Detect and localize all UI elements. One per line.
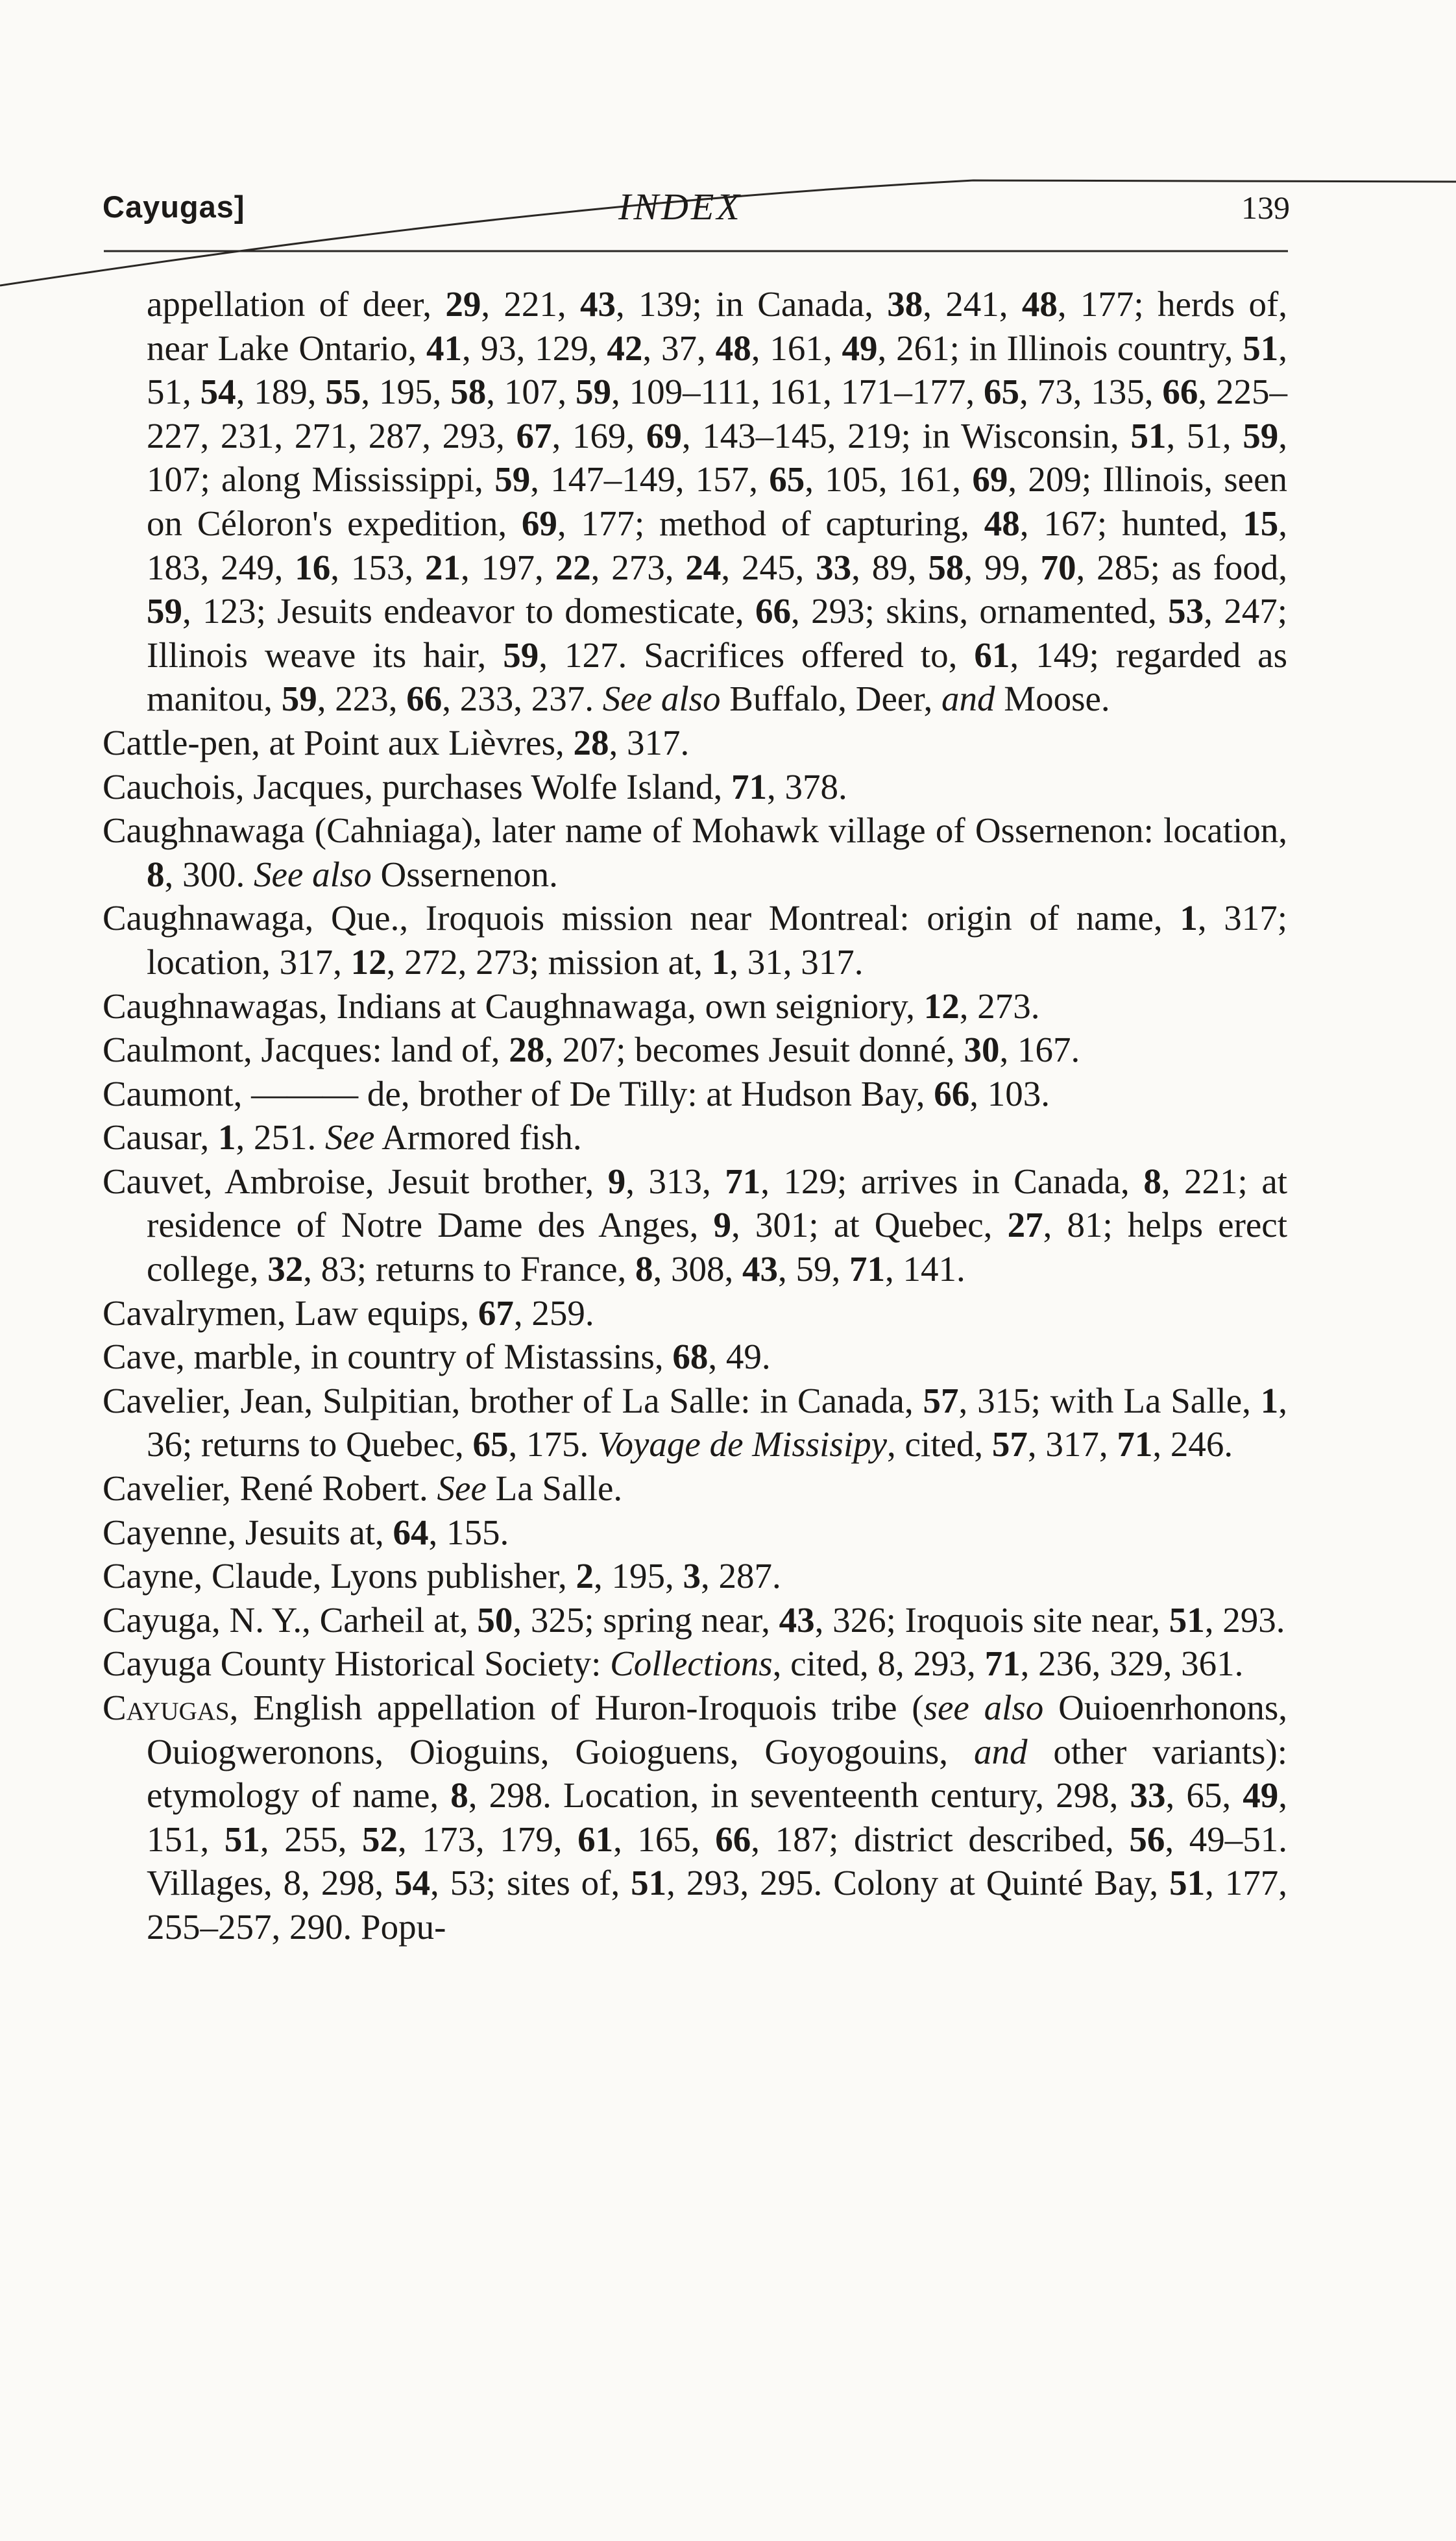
volume-number: 64 — [393, 1512, 429, 1552]
index-entry — [103, 1335, 1287, 1379]
volume-number: 68 — [672, 1337, 709, 1377]
entry-text: , 247; Illinois weave its hair, — [147, 591, 1287, 675]
volume-number: 8 — [635, 1249, 653, 1289]
entry-text: , 73, 135, — [1019, 372, 1163, 412]
entry-text: Cayenne, Jesuits at, — [103, 1512, 393, 1552]
entry-text: , 298. Location, in seventeenth century, 298, — [468, 1775, 1130, 1816]
volume-number: 9 — [607, 1161, 626, 1201]
volume-number: 3 — [683, 1556, 701, 1596]
entry-text: , 209; Illinois, seen on Céloron's expedition, — [147, 459, 1288, 543]
volume-number: 54 — [200, 372, 236, 412]
entry-text: , 51, — [147, 328, 1288, 412]
volume-number: 43 — [579, 284, 616, 324]
entry-text: Buffalo, Deer, — [720, 679, 941, 719]
volume-number: 51 — [1243, 328, 1279, 368]
volume-number: 43 — [742, 1249, 778, 1289]
entry-text: , 261; in Illinois country, — [877, 328, 1243, 368]
entry-text: , 37, — [642, 328, 716, 368]
volume-number: 50 — [477, 1599, 513, 1640]
entry-text: Cayuga, N. Y., Carheil at, — [103, 1599, 478, 1640]
entry-text: , 149; regarded as manitou, — [147, 635, 1287, 719]
entry-text: , 317. — [609, 722, 690, 762]
index-entry — [103, 1028, 1287, 1072]
entry-text: , 300. — [164, 854, 254, 894]
entry-text: Cattle-pen, at Point aux Lièvres, — [103, 722, 574, 762]
entry-text: , 245, — [721, 547, 816, 587]
entry-text: , 83; returns to France, — [303, 1249, 635, 1289]
page-header — [103, 185, 1290, 237]
italic-text: See also — [602, 679, 721, 719]
volume-number: 1 — [1260, 1380, 1279, 1420]
volume-number: 8 — [147, 854, 165, 894]
entry-text: , 177; herds of, near Lake Ontario, — [147, 284, 1288, 368]
volume-number: 21 — [424, 547, 461, 587]
entry-text: , 169, — [552, 415, 646, 456]
volume-number: 24 — [685, 547, 722, 587]
entry-text: Cayuga County Historical Society: — [103, 1644, 611, 1684]
entry-text: , 99, — [964, 547, 1041, 587]
volume-number: 58 — [928, 547, 964, 587]
entry-text: , 81; helps erect college, — [147, 1205, 1288, 1289]
volume-number: 1 — [711, 942, 730, 982]
volume-number: 54 — [394, 1863, 431, 1903]
index-entry — [103, 808, 1287, 896]
volume-number: 33 — [816, 547, 852, 587]
entry-text: Ossernenon. — [371, 854, 558, 894]
volume-number: 67 — [478, 1293, 514, 1333]
entry-text: , 241, — [923, 284, 1022, 324]
volume-number: 38 — [887, 284, 923, 324]
volume-number: 69 — [521, 503, 557, 543]
entry-text: , 285; as food, — [1076, 547, 1288, 587]
volume-number: 59 — [494, 459, 531, 500]
volume-number: 52 — [362, 1819, 398, 1859]
entry-text: , 293. — [1204, 1599, 1285, 1640]
entry-text: , 49–51. Villages, 8, 298, — [147, 1819, 1287, 1903]
entry-text: , English appellation of Huron-Iroquois tribe ( — [229, 1688, 924, 1727]
entry-text: , 59, — [777, 1249, 849, 1289]
entry-text: , 207; becomes Jesuit donné, — [544, 1030, 964, 1070]
volume-number: 59 — [1243, 415, 1279, 456]
entry-text: , 175. — [508, 1424, 598, 1465]
entry-text: , 301; at Quebec, — [731, 1205, 1008, 1245]
volume-number: 28 — [573, 722, 609, 762]
volume-number: 57 — [991, 1424, 1028, 1465]
volume-number: 58 — [450, 372, 487, 412]
entry-text: , 165, — [613, 1819, 716, 1859]
volume-number: 51 — [1130, 415, 1167, 456]
small-caps-heading: Cayugas — [103, 1688, 230, 1727]
entry-text: , 195, — [361, 372, 451, 412]
entry-text: , 317; location, 317, — [147, 898, 1288, 982]
volume-number: 65 — [472, 1424, 509, 1465]
entry-text: Caughnawaga, Que., Iroquois mission near Montreal: origin of name, — [103, 898, 1180, 938]
entry-text: Cave, marble, in country of Mistassins, — [103, 1337, 673, 1377]
entry-text: Caulmont, Jacques: land of, — [103, 1030, 509, 1070]
volume-number: 70 — [1040, 547, 1076, 587]
entry-text: , 255, — [260, 1819, 363, 1859]
volume-number: 65 — [769, 459, 805, 500]
volume-number: 9 — [713, 1205, 732, 1245]
italic-text: and — [941, 679, 995, 719]
entry-text: , 153, — [330, 547, 425, 587]
volume-number: 71 — [849, 1249, 885, 1289]
entry-text: , 378. — [767, 766, 847, 807]
volume-number: 1 — [218, 1117, 236, 1158]
index-entry — [103, 721, 1287, 765]
entry-text: , 139; in Canada, — [615, 284, 888, 324]
entry-text: Cauvet, Ambroise, Jesuit brother, — [103, 1161, 608, 1201]
volume-number: 51 — [631, 1863, 667, 1903]
entry-text: , 273, — [590, 547, 686, 587]
volume-number: 71 — [1117, 1424, 1153, 1465]
volume-number: 49 — [1243, 1775, 1279, 1816]
entry-text: , 287. — [701, 1556, 781, 1596]
entry-text: , 167. — [999, 1030, 1080, 1070]
volume-number: 16 — [295, 547, 331, 587]
entry-text: , cited, 8, 293, — [772, 1644, 985, 1684]
volume-number: 66 — [934, 1073, 970, 1113]
entry-text: , 31, 317. — [729, 942, 864, 982]
italic-text: See — [437, 1468, 487, 1509]
volume-number: 12 — [350, 942, 387, 982]
entry-text: , 65, — [1165, 1775, 1243, 1816]
volume-number: 2 — [576, 1556, 594, 1596]
entry-text: Armored fish. — [374, 1117, 582, 1158]
volume-number: 51 — [1169, 1599, 1205, 1640]
volume-number: 48 — [715, 328, 751, 368]
volume-number: 48 — [984, 503, 1020, 543]
volume-number: 51 — [1169, 1863, 1206, 1903]
volume-number: 8 — [450, 1775, 468, 1816]
volume-number: 12 — [923, 986, 960, 1026]
volume-number: 53 — [1168, 591, 1204, 631]
running-head: Cayugas] — [103, 189, 245, 224]
volume-number: 8 — [1143, 1161, 1161, 1201]
index-entry — [103, 1642, 1287, 1686]
entry-text: , 161, — [751, 328, 842, 368]
entry-text: , 315; with La Salle, — [958, 1380, 1261, 1420]
volume-number: 32 — [267, 1249, 304, 1289]
volume-number: 41 — [426, 328, 462, 368]
italic-text: see also — [923, 1688, 1044, 1727]
index-entry — [103, 1291, 1287, 1335]
entry-text: , 221; at residence of Notre Dame des Anges, — [147, 1161, 1288, 1245]
index-entry — [103, 1072, 1287, 1116]
index-entry — [103, 896, 1287, 984]
italic-text: and — [973, 1731, 1028, 1771]
volume-number: 57 — [923, 1380, 959, 1420]
entry-text: , 233, 237. — [442, 679, 603, 719]
entry-text: , 313, — [625, 1161, 725, 1201]
entry-text: , 325; spring near, — [513, 1599, 779, 1640]
entry-text: appellation of deer, — [147, 284, 446, 324]
index-entry — [103, 1511, 1287, 1555]
entry-text: Moose. — [995, 679, 1110, 719]
entry-text: , 49. — [708, 1337, 771, 1377]
volume-number: 43 — [779, 1599, 815, 1640]
volume-number: 49 — [842, 328, 878, 368]
volume-number: 51 — [224, 1819, 260, 1859]
entry-text: Cavelier, Jean, Sulpitian, brother of La Salle: in Canada, — [103, 1380, 923, 1420]
volume-number: 66 — [406, 679, 443, 719]
entry-text: Causar, — [103, 1117, 219, 1158]
volume-number: 30 — [964, 1030, 1000, 1070]
volume-number: 22 — [555, 547, 591, 587]
entry-text: , 195, — [594, 1556, 683, 1596]
entry-text: , 53; sites of, — [430, 1863, 631, 1903]
page-number: 139 — [1241, 189, 1290, 226]
volume-number: 27 — [1007, 1205, 1043, 1245]
entry-text: , 155. — [428, 1512, 509, 1552]
entry-text: , 36; returns to Quebec, — [147, 1380, 1288, 1465]
entry-text: , 167; hunted, — [1019, 503, 1243, 543]
volume-number: 55 — [325, 372, 361, 412]
entry-text: , 246. — [1152, 1424, 1233, 1465]
volume-number: 69 — [972, 459, 1008, 500]
entry-text: , 109–111, 161, 171–177, — [611, 372, 984, 412]
index-entry — [103, 1379, 1287, 1466]
volume-number: 59 — [281, 679, 317, 719]
entry-text: Caughnawagas, Indians at Caughnawaga, own seigniory, — [103, 986, 924, 1026]
volume-number: 59 — [147, 591, 182, 631]
entry-text: , 251. — [236, 1117, 326, 1158]
entry-text: , 236, 329, 361. — [1020, 1644, 1244, 1684]
italic-text: See — [325, 1117, 375, 1158]
index-entry-continued — [103, 282, 1287, 721]
entry-text: Caumont, ——— de, brother of De Tilly: at Hudson Bay, — [103, 1073, 934, 1113]
volume-number: 28 — [509, 1030, 545, 1070]
index-entries — [103, 282, 1287, 1949]
entry-text: , 293, 295. Colony at Quinté Bay, — [666, 1863, 1170, 1903]
entry-text: , 259. — [513, 1293, 594, 1333]
entry-text: , 129; arrives in Canada, — [760, 1161, 1144, 1201]
entry-text: Cauchois, Jacques, purchases Wolfe Island, — [103, 766, 732, 807]
index-entry — [103, 1115, 1287, 1160]
volume-number: 61 — [974, 635, 1010, 675]
entry-text: , 272, 273; mission at, — [386, 942, 712, 982]
italic-text: See also — [254, 854, 372, 894]
italic-text: Voyage de Missisipy — [598, 1424, 888, 1465]
index-entry — [103, 1598, 1287, 1642]
entry-text: , cited, — [887, 1424, 992, 1465]
entry-text: , 93, 129, — [461, 328, 607, 368]
index-entry — [103, 1466, 1287, 1511]
entry-text: , 177; method of capturing, — [557, 503, 984, 543]
entry-text: , 127. Sacrifices offered to, — [539, 635, 975, 675]
volume-number: 71 — [984, 1644, 1021, 1684]
volume-number: 56 — [1129, 1819, 1165, 1859]
italic-text: Collections — [610, 1644, 773, 1684]
entry-text: , 183, 249, — [147, 503, 1287, 587]
volume-number: 66 — [755, 591, 792, 631]
index-entry — [103, 984, 1287, 1028]
index-entry — [103, 1554, 1287, 1598]
volume-number: 61 — [577, 1819, 614, 1859]
entry-text: , 105, 161, — [805, 459, 973, 500]
entry-text: , 197, — [460, 547, 555, 587]
entry-text: , 225–227, 231, 271, 287, 293, — [147, 372, 1288, 456]
entry-text: , 308, — [653, 1249, 742, 1289]
entry-text: , 51, — [1166, 415, 1243, 456]
volume-number: 66 — [715, 1819, 751, 1859]
volume-number: 33 — [1130, 1775, 1166, 1816]
entry-text: , 151, — [147, 1775, 1287, 1859]
entry-text: , 173, 179, — [398, 1819, 578, 1859]
volume-number: 69 — [646, 415, 682, 456]
entry-text: , 141. — [884, 1249, 965, 1289]
entry-text: Caughnawaga (Cahniaga), later name of Mohawk village of Ossernenon: location, — [103, 810, 1287, 851]
entry-text: , 177, 255–257, 290. Popu- — [147, 1863, 1287, 1947]
entry-text: , 143–145, 219; in Wisconsin, — [681, 415, 1131, 456]
entry-text: , 103. — [969, 1073, 1050, 1113]
entry-text: Cavelier, René Robert. — [103, 1468, 437, 1509]
entry-text: La Salle. — [486, 1468, 623, 1509]
volume-number: 1 — [1180, 898, 1198, 938]
entry-text: , 293; skins, ornamented, — [791, 591, 1169, 631]
entry-text: , 317, — [1027, 1424, 1117, 1465]
index-entry — [103, 765, 1287, 809]
entry-text: , 273. — [959, 986, 1040, 1026]
volume-number: 66 — [1162, 372, 1198, 412]
volume-number: 65 — [983, 372, 1019, 412]
volume-number: 71 — [731, 766, 768, 807]
entry-text: , 147–149, 157, — [530, 459, 770, 500]
entry-text: , 326; Iroquois site near, — [814, 1599, 1169, 1640]
volume-number: 29 — [445, 284, 481, 324]
entry-text: , 123; Jesuits endeavor to domesticate, — [182, 591, 756, 631]
entry-text: Cayne, Claude, Lyons publisher, — [103, 1556, 576, 1596]
volume-number: 48 — [1021, 284, 1058, 324]
entry-text: , 107; along Mississippi, — [147, 415, 1287, 500]
entry-text: Cavalrymen, Law equips, — [103, 1293, 478, 1333]
volume-number: 15 — [1243, 503, 1279, 543]
entry-text: , 89, — [851, 547, 928, 587]
entry-text: other variants): etymology of name, — [147, 1731, 1287, 1816]
entry-text: , 187; district described, — [751, 1819, 1130, 1859]
entry-text: , 223, — [317, 679, 407, 719]
index-entry — [103, 1160, 1287, 1291]
volume-number: 71 — [725, 1161, 761, 1201]
volume-number: 67 — [516, 415, 552, 456]
entry-text: , 189, — [236, 372, 326, 412]
volume-number: 59 — [503, 635, 539, 675]
entry-text: , 107, — [486, 372, 576, 412]
page-title: INDEX — [618, 186, 742, 228]
entry-text: Ouioenrhonons, Ouiogweronons, Oioguins, Goioguens, Goyogouins, — [147, 1688, 1287, 1771]
index-entry — [103, 1686, 1287, 1949]
volume-number: 42 — [607, 328, 643, 368]
volume-number: 59 — [575, 372, 611, 412]
entry-text: , 221, — [481, 284, 580, 324]
